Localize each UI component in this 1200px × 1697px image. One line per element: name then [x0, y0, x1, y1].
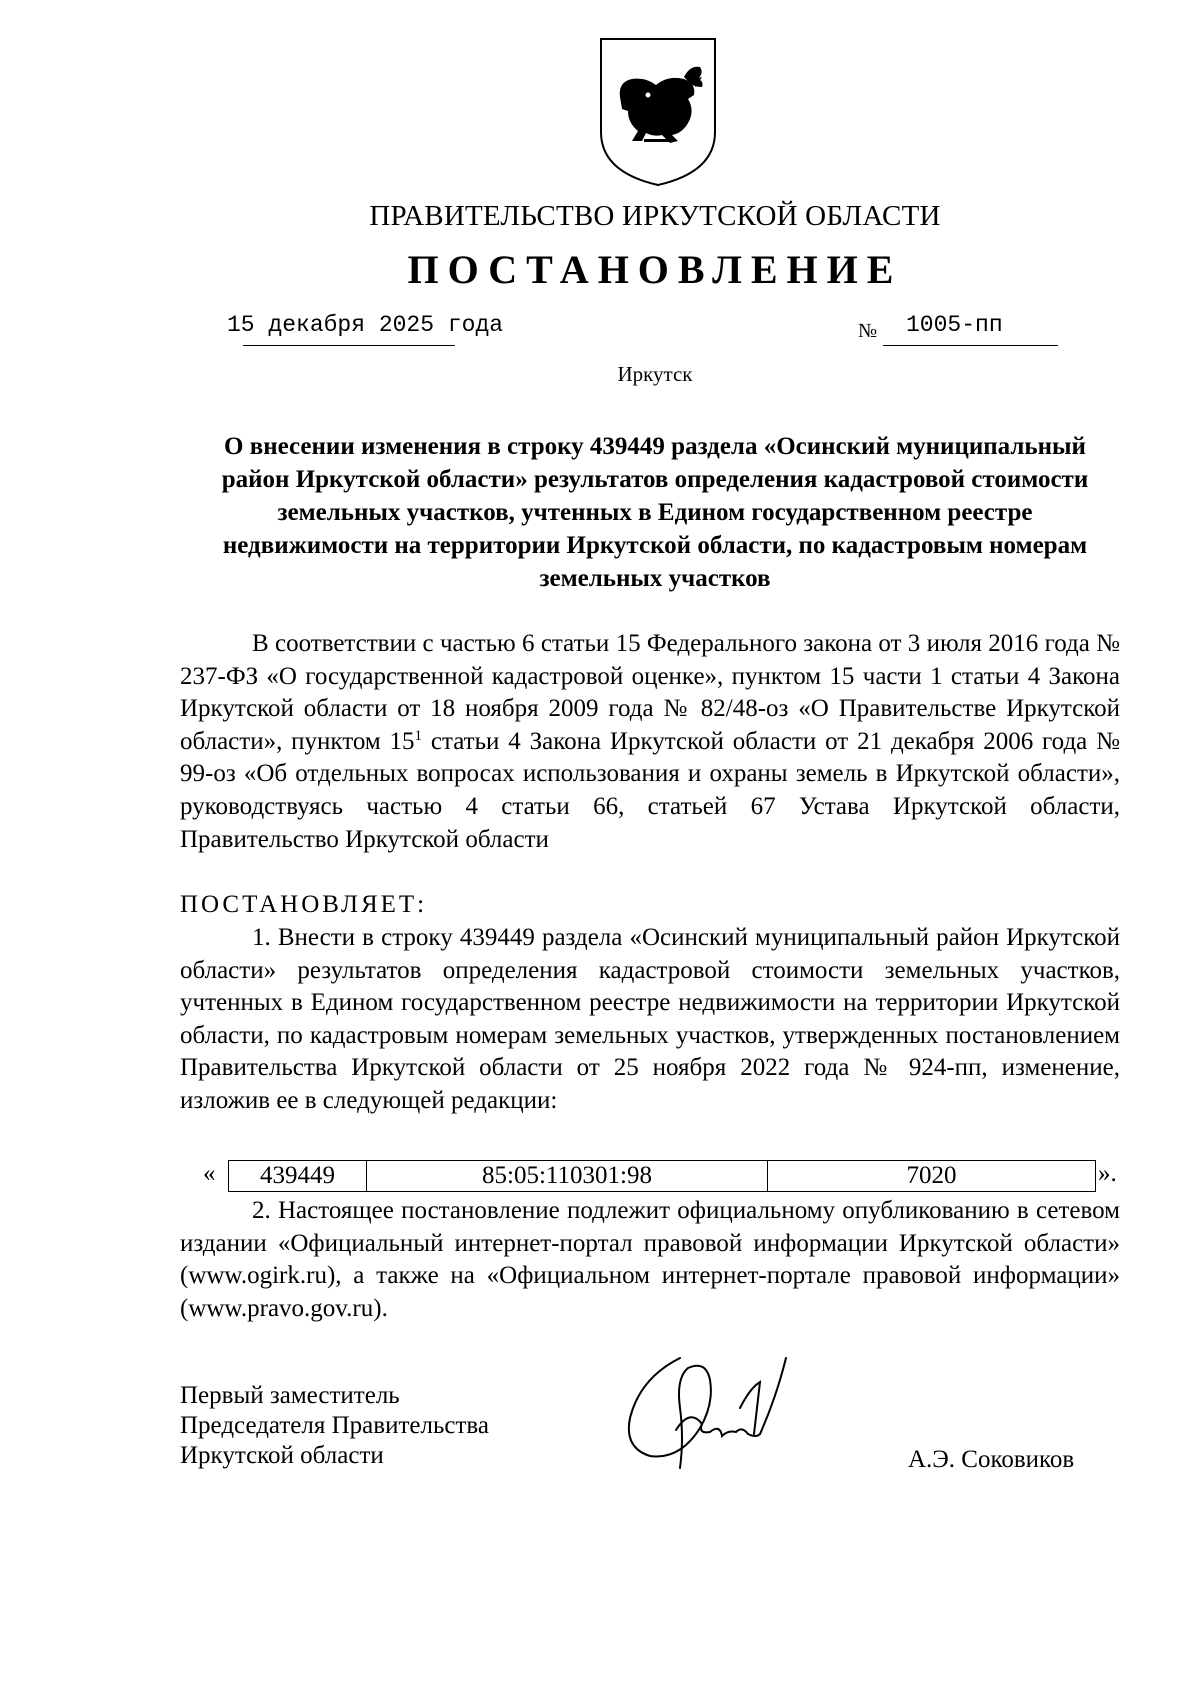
signer-line-2: Председателя Правительства [180, 1412, 489, 1439]
signer-line-1: Первый заместитель [180, 1382, 400, 1409]
table-quote-open: « [203, 1160, 216, 1187]
number-underline [883, 345, 1058, 346]
government-name: ПРАВИТЕЛЬСТВО ИРКУТСКОЙ ОБЛАСТИ [369, 200, 941, 232]
cadastral-value-cell: 7020 [906, 1162, 957, 1189]
document-title: О внесении изменения в строку 439449 раздела «Осинский муниципальный район Иркутской области» результатов определения кадастровой стоимости земельных участков, учтенных в Едином государственном реестре недвижимости на территории Иркутской области, по кадастровым номерам земельных участков [221, 433, 1089, 592]
date-underline [243, 345, 455, 346]
cadastral-number-cell: 85:05:110301:98 [367, 1161, 768, 1191]
city: Иркутск [617, 362, 693, 386]
signer-name: А.Э. Соковиков [908, 1446, 1075, 1473]
preamble-text-part2: статьи 4 Закона Иркутской области от 21 декабря 2006 года № 99-оз «Об отдельных вопросах использования и охраны земель в Иркутской области», руководствуясь частью 4 статьи 66, статьей 67 Устава Иркутской области, Правительство Иркутской области [180, 727, 1120, 853]
preamble-text-part1: В соответствии с частью 6 статьи 15 Федерального закона от 3 июля 2016 года № 237-ФЗ «О государственной кадастровой оценке», пунктом 15 части 1 статьи 4 Закона Иркутской области от 18 ноября 2009 года № 82/48-оз «О Правительстве Иркутской области», пунктом 15 [180, 630, 1120, 755]
row-number-cell: 439449 [229, 1161, 367, 1191]
number-sign: № [858, 320, 878, 342]
table-quote-close: ». [1098, 1160, 1117, 1187]
cadastral-table-row [228, 1160, 1096, 1192]
item-2-paragraph: 2. Настоящее постановление подлежит официальному опубликованию в сетевом издании «Официальный интернет-портал правовой информации Иркутской области» (www.ogirk.ru), а также на «Официальном интернет-портале правовой информации» (www.pravo.gov.ru). [180, 1197, 1120, 1322]
document-type: ПОСТАНОВЛЕНИЕ [407, 247, 903, 292]
signer-position [180, 1381, 489, 1471]
signature-icon [610, 1338, 820, 1478]
document-number: 1005-пп [906, 312, 1003, 338]
item-1-paragraph: 1. Внести в строку 439449 раздела «Осинский муниципальный район Иркутской области» результатов определения кадастровой стоимости земельных участков, учтенных в Едином государственном реестре недвижимости на территории Иркутской области, по кадастровым номерам земельных участков, утвержденных постановлением Правительства Иркутской области от 25 ноября 2022 года № 924-пп, изменение, изложив ее в следующей редакции: [180, 924, 1120, 1114]
signer-line-3: Иркутской области [180, 1442, 384, 1469]
superscript: 1 [414, 727, 423, 744]
document-date: 15 декабря 2025 года [227, 312, 504, 338]
resolves-label: ПОСТАНОВЛЯЕТ: [180, 891, 428, 918]
preamble-paragraph [180, 628, 1120, 856]
coat-of-arms-icon [598, 37, 718, 187]
